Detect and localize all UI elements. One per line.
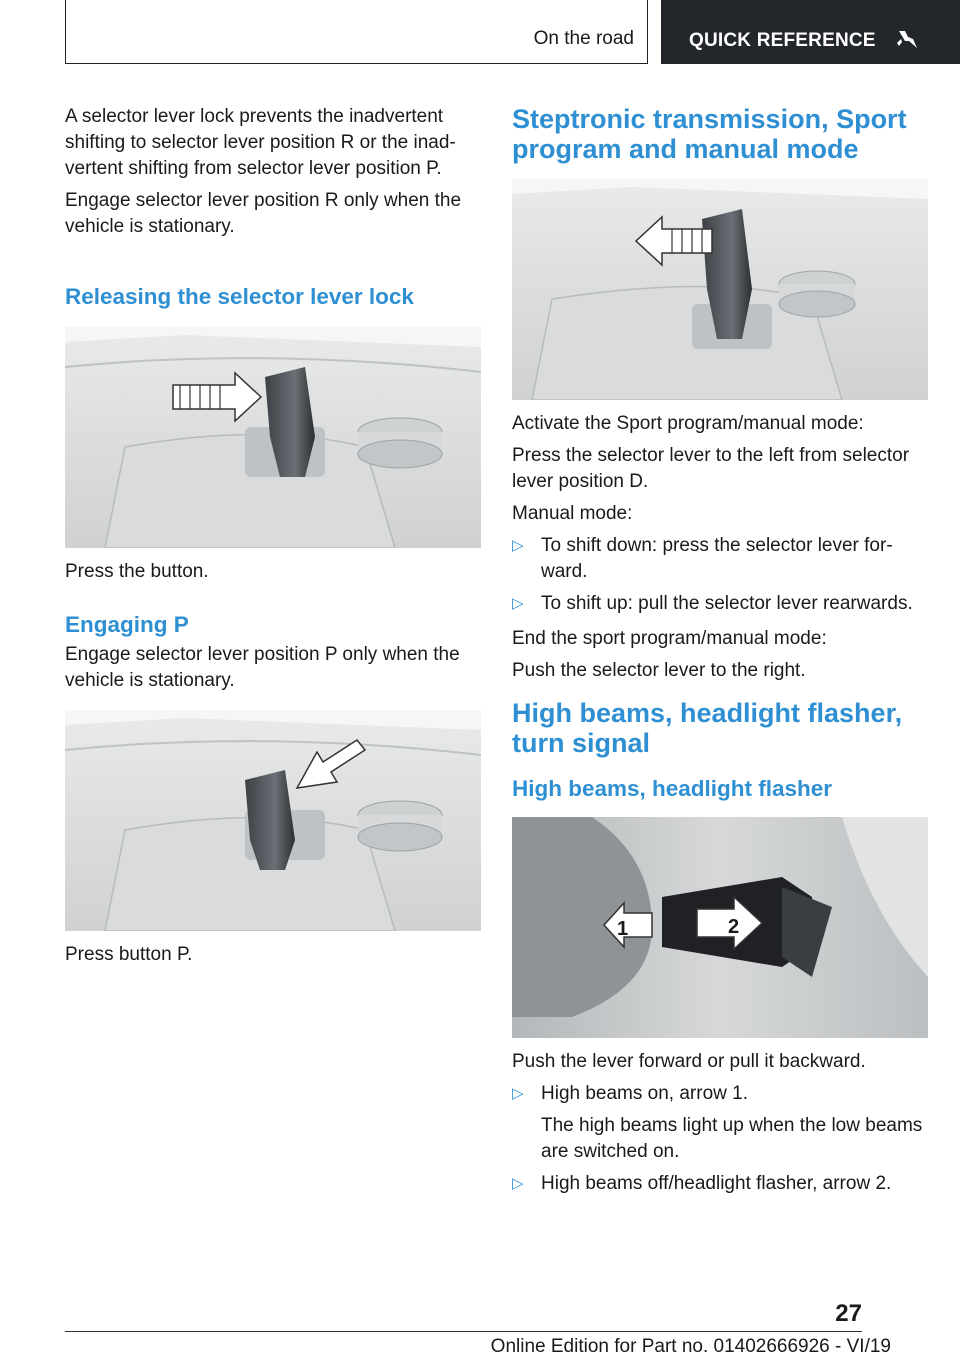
chapter-label: QUICK REFERENCE xyxy=(689,30,876,51)
manual-mode-list xyxy=(512,533,928,617)
selector-lever-release-image xyxy=(65,327,481,548)
footer-divider xyxy=(65,1331,862,1332)
release-lock-heading: Releasing the selector lever lock xyxy=(65,284,414,309)
manual-mode-label: Manual mode: xyxy=(512,503,633,524)
end-mode-label: End the sport program/manual mode: xyxy=(512,628,827,649)
steptronic-heading: Steptronic transmission, Sport program and manual mode xyxy=(512,104,907,164)
high-beams-note: The high beams light up when the low beams are switched on. xyxy=(541,1115,923,1162)
release-instruction: Press the button. xyxy=(65,561,209,582)
lever-lock-intro: A selector lever lock prevents the inadvertent shifting to selector lever position R or the inad-vertent shifting from selector lever position P. xyxy=(65,106,456,179)
list-item: ▷ High beams on, arrow 1. The high beams light up when the low beams are switched on. xyxy=(512,1081,928,1165)
triangle-bullet-icon: ▷ xyxy=(512,537,524,554)
header-section-title: On the road xyxy=(533,28,634,49)
engage-r-note: Engage selector lever position R only when the vehicle is stationary. xyxy=(65,190,462,237)
engage-p-caption: Press button P. xyxy=(65,944,193,965)
high-beams-subheading: High beams, headlight flasher xyxy=(512,776,833,801)
push-right-instruction: Push the selector lever to the right. xyxy=(512,660,806,681)
triangle-bullet-icon: ▷ xyxy=(512,1175,524,1192)
lightning-icon xyxy=(896,29,918,54)
left-column xyxy=(65,104,481,968)
triangle-bullet-icon: ▷ xyxy=(512,1085,524,1102)
footer-edition: Online Edition for Part no. 01402666926 - VI/19 xyxy=(490,1336,891,1357)
triangle-bullet-icon: ▷ xyxy=(512,595,524,612)
push-lever-instruction: Push the lever forward or pull it backward. xyxy=(512,1051,866,1072)
right-column xyxy=(512,104,928,1203)
high-beams-heading: High beams, headlight flasher, turn signal xyxy=(512,698,903,758)
steptronic-image xyxy=(512,179,928,400)
arrow-label-1: 1 xyxy=(617,918,629,940)
press-left-instruction: Press the selector lever to the left from selector lever position D. xyxy=(512,445,910,492)
high-beams-list xyxy=(512,1081,928,1197)
header-chapter-tab[interactable] xyxy=(661,0,960,64)
engaging-p-image xyxy=(65,710,481,931)
high-beams-lever-image xyxy=(512,817,928,1038)
engaging-p-heading: Engaging P xyxy=(65,612,189,637)
engage-p-note: Engage selector lever position P only when the vehicle is stationary. xyxy=(65,644,460,691)
page-number: 27 xyxy=(835,1300,862,1327)
list-item: ▷ To shift down: press the selector lever for-ward. xyxy=(512,535,893,582)
list-item: ▷ To shift up: pull the selector lever rearwards. xyxy=(512,591,928,617)
activate-sport-mode: Activate the Sport program/manual mode: xyxy=(512,413,864,434)
arrow-label-2: 2 xyxy=(728,916,740,938)
list-item: ▷ High beams off/headlight flasher, arrow 2. xyxy=(512,1171,928,1197)
